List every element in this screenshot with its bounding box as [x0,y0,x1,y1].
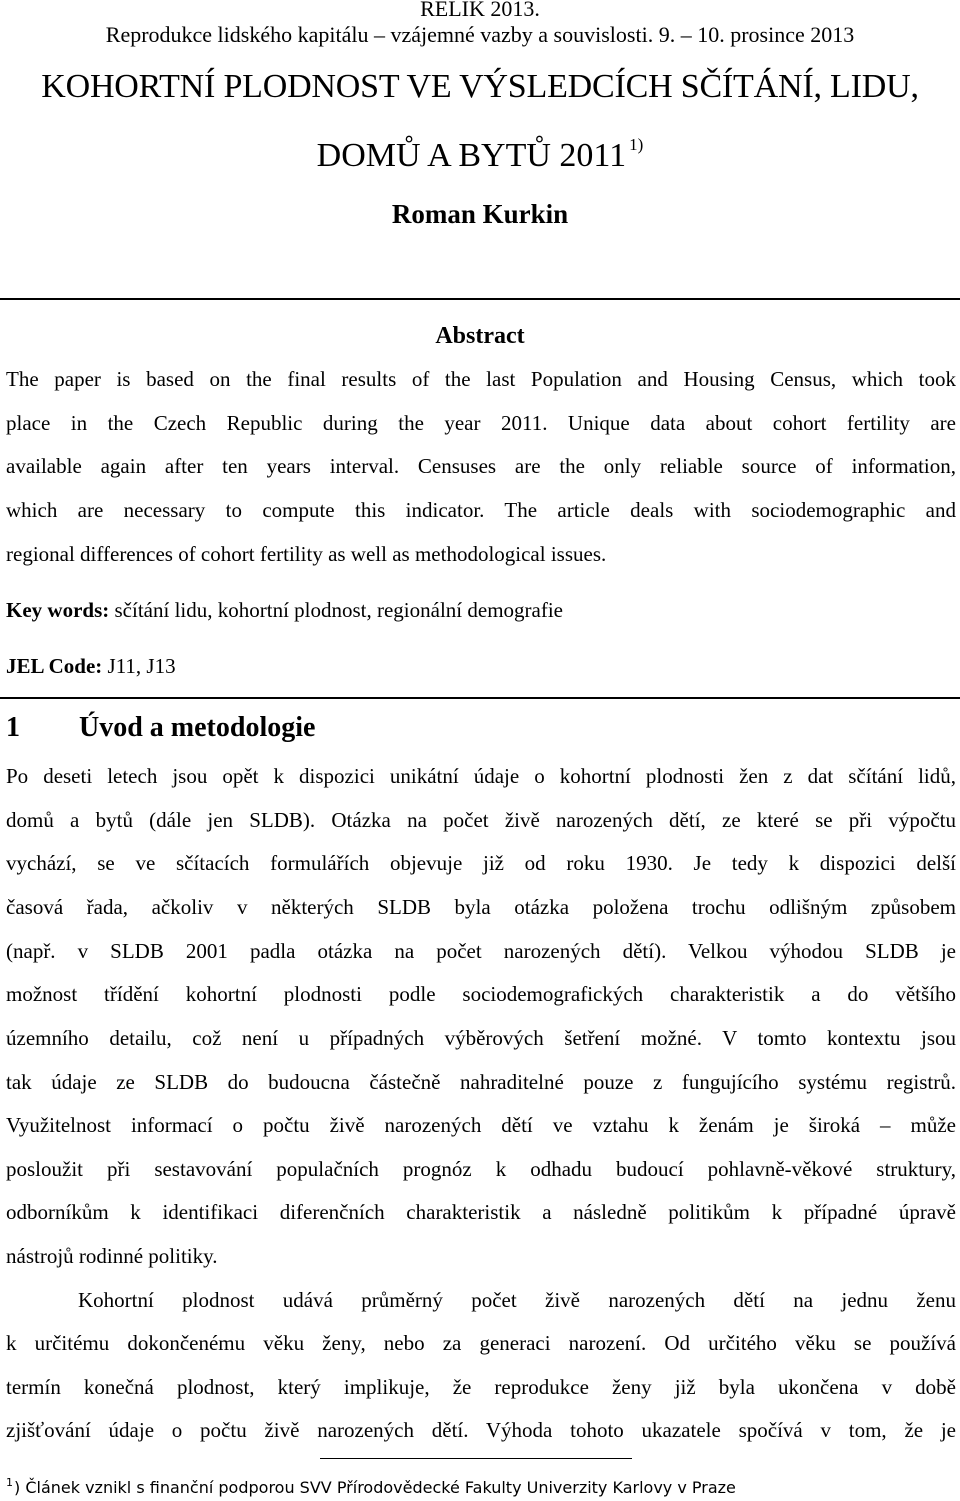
jel-code [6,652,960,680]
paragraph-line: nástrojů rodinné politiky. [6,1244,218,1268]
paragraph-line: termín konečná plodnost, který implikuje, že reprodukce ženy již byla ukončena v době [6,1375,956,1399]
paragraph-line: (např. v SLDB 2001 padla otázka na počet narozených dětí). Velkou výhodou SLDB je [6,939,956,963]
abstract-line: place in the Czech Republic during the year 2011. Unique data about cohort fertility are [6,411,956,435]
keywords-value: sčítání lidu, kohortní plodnost, regionální demografie [109,598,563,622]
paragraph-line: k určitému dokončenému věku ženy, nebo za generaci narození. Od určitého věku se používá [6,1331,956,1355]
abstract-line: available again after ten years interval. Censuses are the only reliable source of information, [6,454,956,478]
paragraph-line: odborníkům k identifikaci diferenčních charakteristik a následně politikům k případné úpravě [6,1200,956,1224]
jel-label: JEL Code: [6,654,103,678]
paper-title-text: DOMŮ A BYTŮ 2011 [316,137,627,174]
abstract-line: which are necessary to compute this indicator. The article deals with sociodemographic and [6,498,956,522]
jel-value: J11, J13 [102,654,176,678]
divider-section [0,697,960,699]
author-name: Roman Kurkin [391,199,569,229]
title-footnote-mark[interactable]: 1) [629,135,644,154]
paragraph-line: časová řada, ačkoliv v některých SLDB byla otázka položena trochu odlišným způsobem [6,895,956,919]
paper-title-line-1: KOHORTNÍ PLODNOST VE VÝSLEDCÍCH SČÍTÁNÍ, LIDU, [41,68,919,105]
paragraph-line: možnost třídění kohortní plodnosti podle sociodemografických charakteristik a do většího [6,982,956,1006]
paragraph-line: Po deseti letech jsou opět k dispozici unikátní údaje o kohortní plodnosti žen z dat sčítání lidů, [6,764,956,788]
paragraph-line: domů a bytů (dále jen SLDB). Otázka na počet živě narozených dětí, ze které se při výpočtu [6,808,956,832]
footnote-divider [320,1458,632,1459]
paragraph-line: vychází, se ve sčítacích formulářích objevuje již od roku 1930. Je tedy k dispozici delší [6,851,956,875]
section-heading [6,710,960,746]
footnote [6,1472,960,1499]
paragraph-line: zjišťování údaje o počtu živě narozených dětí. Výhoda tohoto ukazatele spočívá v tom, že je [6,1418,956,1442]
section-number: 1 [6,712,20,743]
keywords-label: Key words: [6,598,110,622]
abstract-line: The paper is based on the final results of the last Population and Housing Census, which took [6,367,956,391]
abstract-line: regional differences of cohort fertility as well as methodological issues. [6,542,607,566]
paragraph-line: tak údaje ze SLDB do budoucna částečně nahraditelné pouze z fungujícího systému registrů. [6,1070,956,1094]
footnote-text: ) Článek vznikl s finanční podporou SVV Přírodovědecké Fakulty Univerzity Karlovy v Praze [14,1478,736,1497]
divider-top [0,298,960,300]
paper-title-line-2 [0,124,960,177]
conference-title: RELIK 2013. [420,0,540,21]
paragraph-line: Kohortní plodnost udává průměrný počet živě narozených dětí na jednu ženu [78,1288,956,1312]
footnote-mark: 1 [6,1476,13,1489]
paragraph-line: územního detailu, což není u případných výběrových šetření možné. V tomto kontextu jsou [6,1026,956,1050]
keywords [6,596,960,624]
paragraph-line: Využitelnost informací o počtu živě narozených dětí ve vztahu k ženám je široká – může [6,1113,956,1137]
conference-subtitle: Reprodukce lidského kapitálu – vzájemné vazby a souvislosti. 9. – 10. prosince 2013 [105,22,855,47]
section-title: Úvod a metodologie [79,712,316,743]
paragraph-line: posloužit při sestavování populačních prognóz k odhadu budoucí pohlavně-věkové struktury, [6,1157,956,1181]
abstract-heading: Abstract [435,323,525,349]
